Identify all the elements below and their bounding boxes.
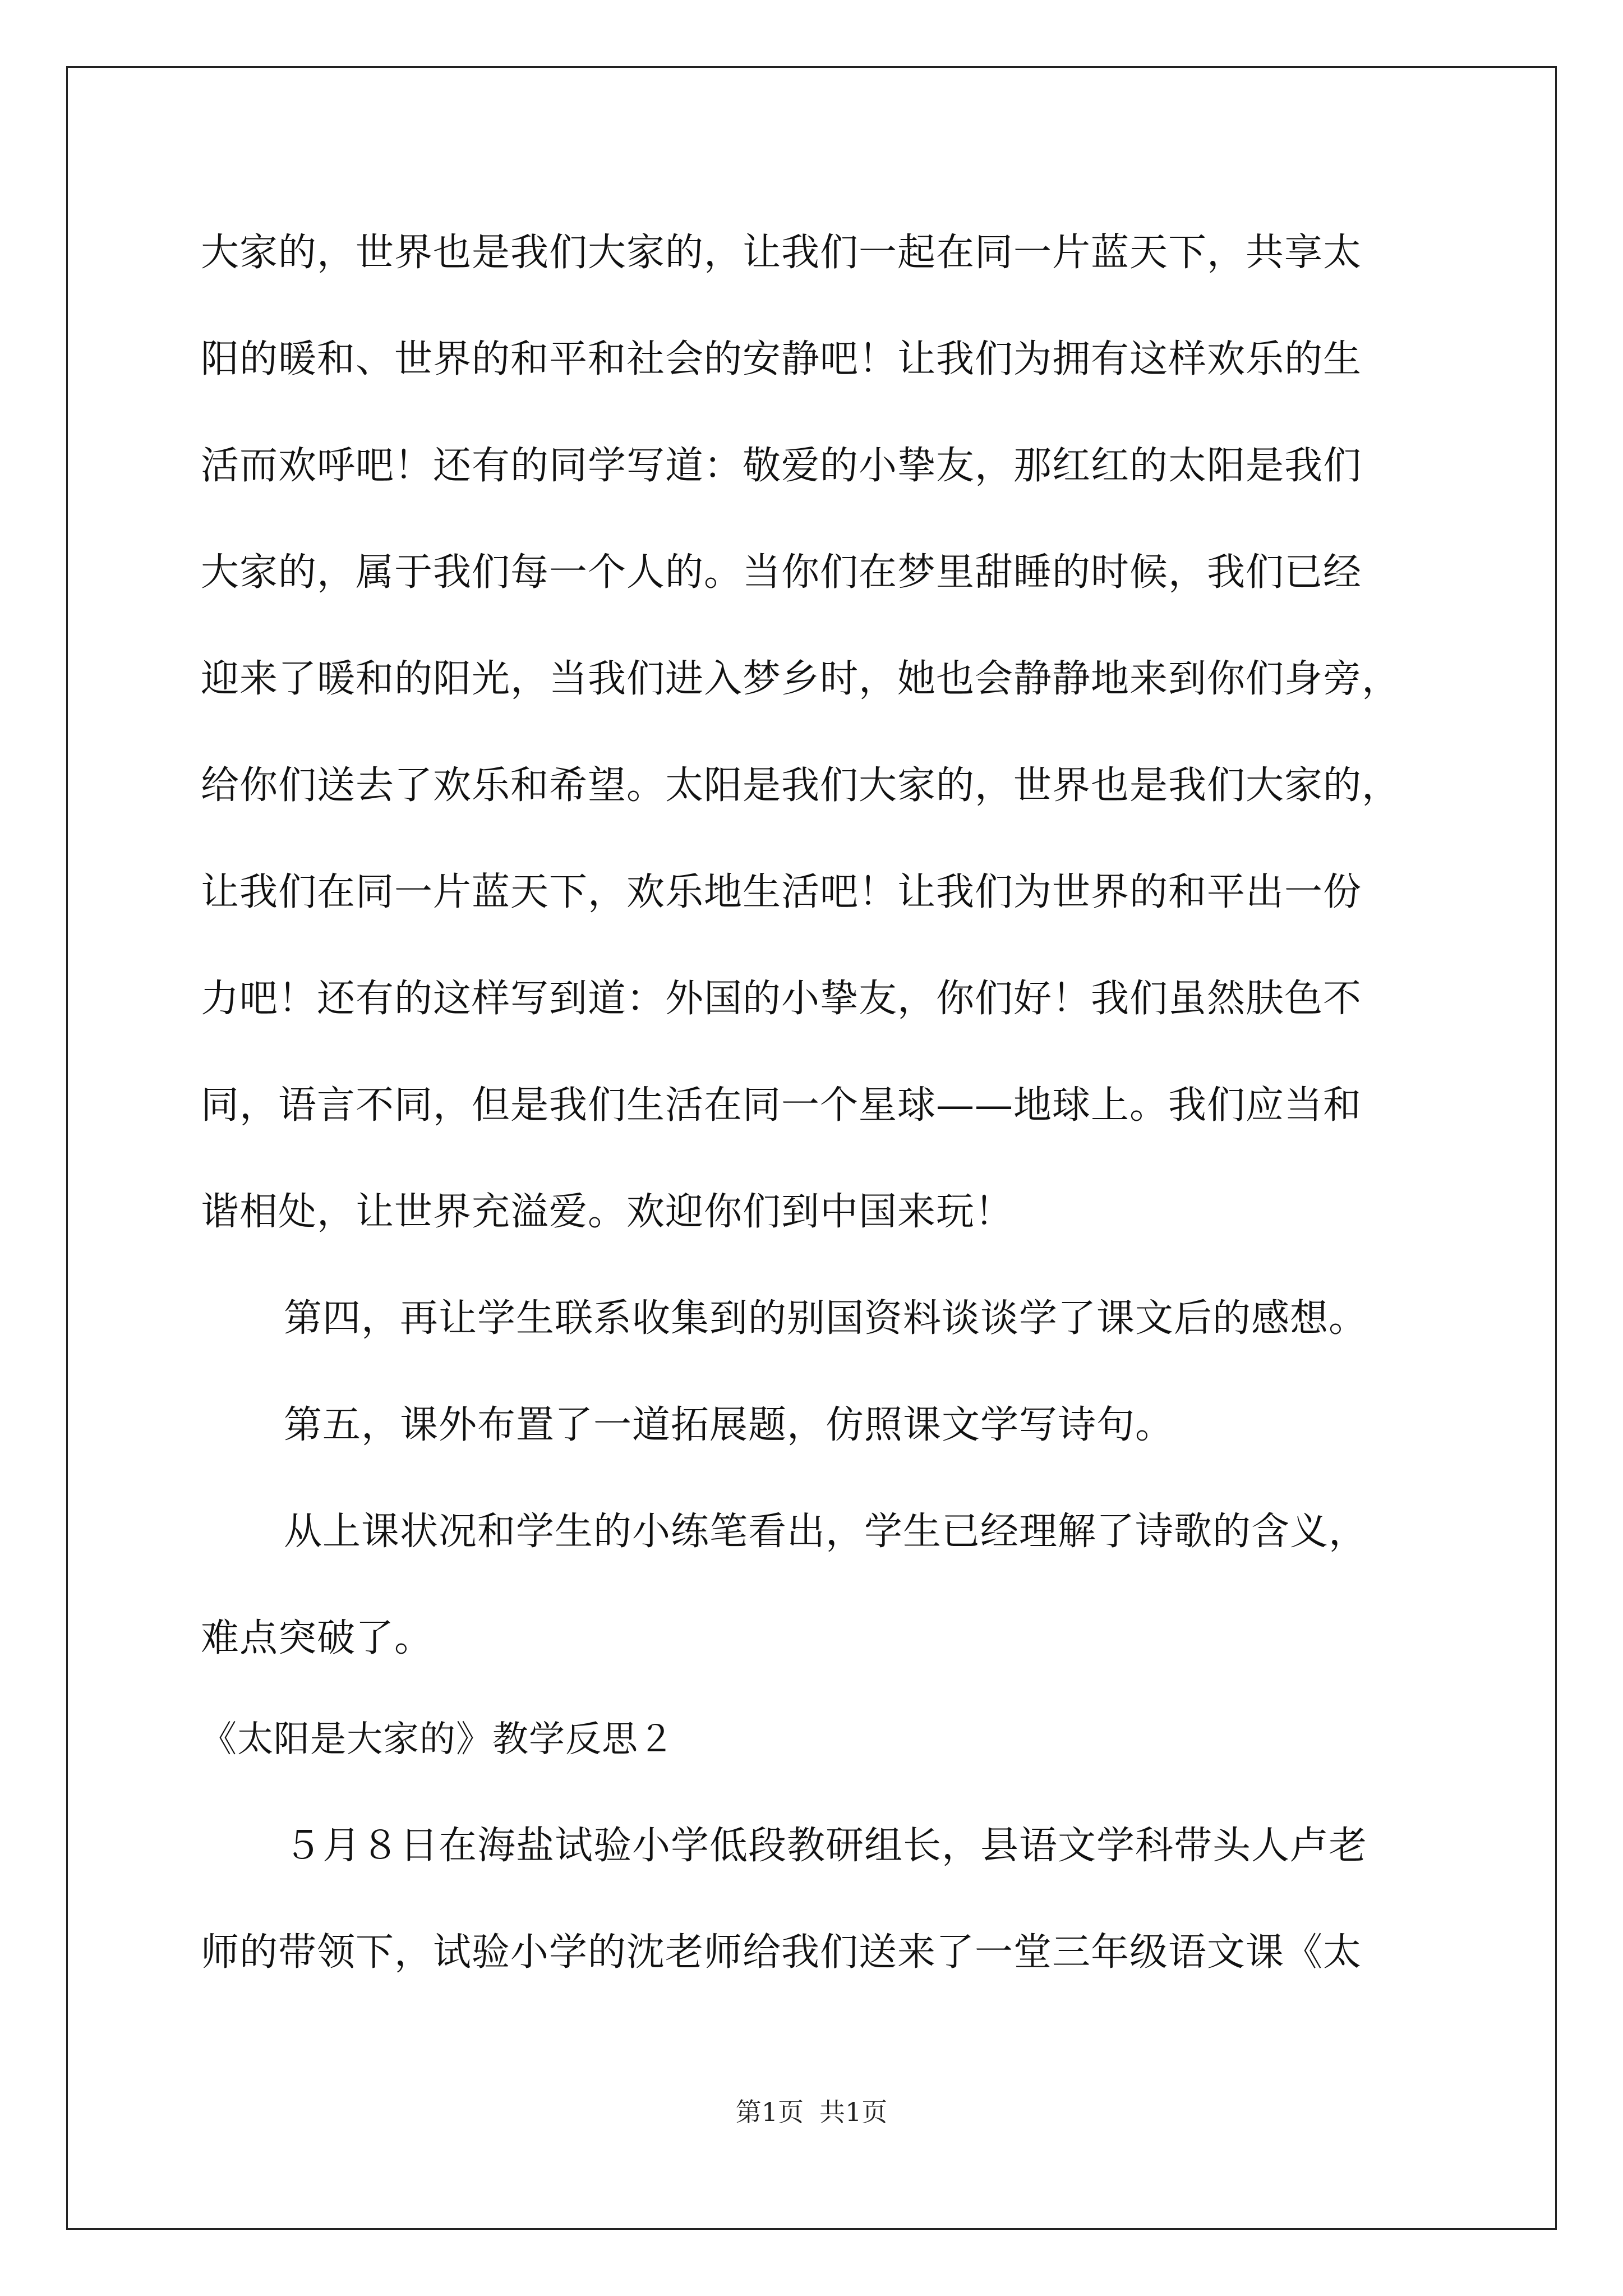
- paragraph-line: 第四，再让学生联系收集到的别国资料谈谈学了课文后的感想。: [284, 1296, 1368, 1341]
- page-total: 共1页: [819, 2097, 888, 2127]
- text-line: 师的带领下，试验小学的沈老师给我们送来了一堂三年级语文课《太: [201, 1930, 1362, 1975]
- section-heading: 《太阳是大家的》教学反思２: [201, 1719, 675, 1760]
- text-line: 迎来了暖和的阳光，当我们进入梦乡时，她也会静静地来到你们身旁，: [201, 657, 1401, 701]
- text-line: 谐相处，让世界充溢爱。欢迎你们到中国来玩！: [201, 1190, 1014, 1234]
- paragraph-line: 第五，课外布置了一道拓展题，仿照课文学写诗句。: [284, 1403, 1174, 1447]
- text-line: 活而欢呼吧！还有的同学写道：敬爱的小挚友，那红红的太阳是我们: [201, 444, 1362, 488]
- text-line: 力吧！还有的这样写到道：外国的小挚友，你们好！我们虽然肤色不: [201, 977, 1362, 1021]
- text-line: 难点突破了。: [201, 1616, 434, 1660]
- paragraph-line: 从上课状况和学生的小练笔看出，学生已经理解了诗歌的含义，: [284, 1510, 1368, 1554]
- text-line: 阳的暖和、世界的和平和社会的安静吧！让我们为拥有这样欢乐的生: [201, 337, 1362, 381]
- text-line: 大家的，世界也是我们大家的，让我们一起在同一片蓝天下，共享太: [201, 231, 1362, 275]
- paragraph-line: ５月８日在海盐试验小学低段教研组长，县语文学科带头人卢老: [284, 1824, 1368, 1868]
- text-line: 大家的，属于我们每一个人的。当你们在梦里甜睡的时候，我们已经: [201, 550, 1362, 595]
- text-line: 给你们送去了欢乐和希望。太阳是我们大家的，世界也是我们大家的，: [201, 763, 1401, 808]
- text-line: 同，语言不同，但是我们生活在同一个星球——地球上。我们应当和: [201, 1083, 1362, 1128]
- page-number: 第1页: [735, 2097, 804, 2127]
- page-footer: [0, 2095, 1623, 2129]
- text-line: 让我们在同一片蓝天下，欢乐地生活吧！让我们为世界的和平出一份: [201, 870, 1362, 914]
